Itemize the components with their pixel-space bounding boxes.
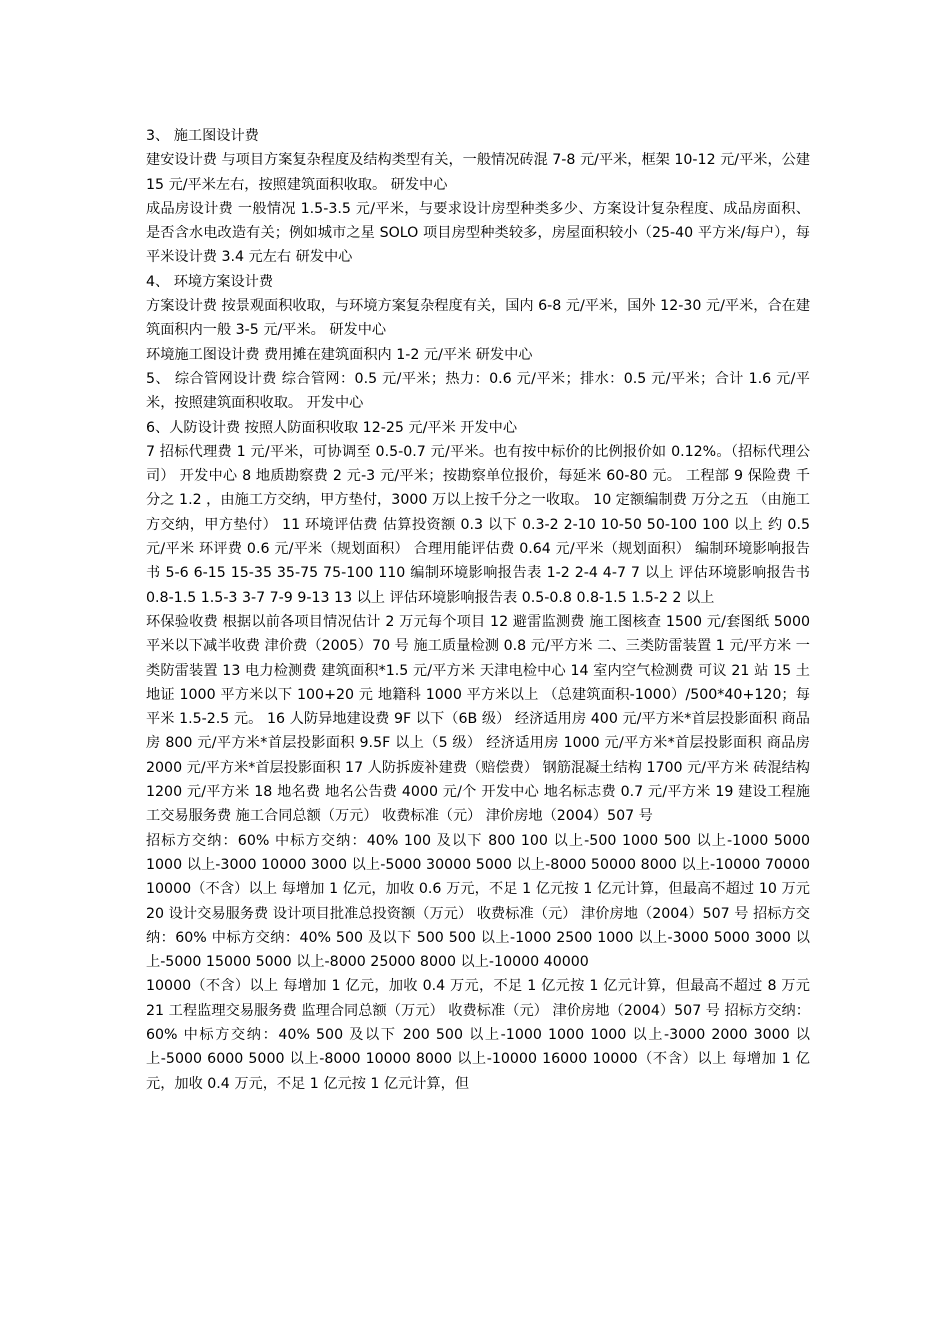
paragraph-finished-housing-design-fee: 成品房设计费 一般情况 1.5-3.5 元/平米，与要求设计房型种类多少、方案设计复杂程度、成品房面积、是否含水电改造有关；例如城市之星 SOLO 项目房型种类较多，房屋面积较小（25-40 平方米/每户），每平米设计费 3.4 元左右 研发中心 — [146, 200, 810, 266]
section-heading-construction-drawing-fee: 3、 施工图设计费 — [146, 128, 259, 144]
paragraph-civil-defense-fee: 6、人防设计费 按照人防面积收取 12-25 元/平米 开发中心 — [146, 419, 518, 436]
paragraph-building-design-fee: 建安设计费 与项目方案复杂程度及结构类型有关，一般情况砖混 7-8 元/平米，框架 10-12 元/平米，公建 15 元/平米左右，按照建筑面积收取。 研发中心 — [146, 152, 811, 193]
paragraph-fees-12-to-19: 环保验收费 根据以前各项目情况估计 2 万元每个项目 12 避雷监测费 施工图核查 1500 元/套图纸 5000 平米以下减半收费 津价费（2005）70 号 施工质量检测 0.8 元/平方米 二、三类防雷装置 1 元/平方米 一类防雷装置 13 电力检测费 建筑面积*1.5 元/平方米 天津电检中心 14 室内空气检测费 可议 21 站 15 土地证 1000 平方米以下 100+20 元 地籍科 1000 平方米以上 （总建筑面积-1000）/500*40+120；每平米 1.5-2.5 元。 16 人防异地建设费 9F 以下（6B 级） 经济适用房 400 元/平方米*首层投影面积 商品房 800 元/平方米*首层投影面积 9.5F 以上（5 级） 经济适用房 1000 元/平方米*首层投影面积 商品房 2000 元/平方米*首层投影面积 17 人防拆废补建费（赔偿费） 钢筋混凝土结构 1700 元/平方米 砖混结构 1200 元/平方米 18 地名费 地名公告费 4000 元/个 开发中心 地名标志费 0.7 元/平方米 19 建设工程施工交易服务费 施工合同总额（万元） 收费标准（元） 津价房地（2004）507 号 — [146, 613, 810, 825]
document-body — [146, 124, 810, 1096]
paragraph-environment-drawing-fee: 环境施工图设计费 费用摊在建筑面积内 1-2 元/平米 研发中心 — [146, 346, 533, 363]
paragraph-scheme-design-fee: 方案设计费 按景观面积收取，与环境方案复杂程度有关，国内 6-8 元/平米，国外 12-30 元/平米，合在建筑面积内一般 3-5 元/平米。 研发中心 — [146, 298, 811, 339]
paragraph-pipe-network-fee: 5、 综合管网设计费 综合管网：0.5 元/平米；热力：0.6 元/平米；排水：0.5 元/平米；合计 1.6 元/平米，按照建筑面积收取。 开发中心 — [146, 370, 810, 412]
paragraph-fees-7-to-11: 7 招标代理费 1 元/平米，可协调至 0.5-0.7 元/平米。也有按中标价的比例报价如 0.12%。（招标代理公司） 开发中心 8 地质勘察费 2 元-3 元/平米；按勘察单位报价，每延米 60-80 元。 工程部 9 保险费 千分之 1.2 ，由施工方交纳，甲方垫付，3000 万以上按千分之一收取。 10 定额编制费 万分之五 （由施工方交纳，甲方垫付） 11 环境评估费 估算投资额 0.3 以下 0.3-2 2-10 10-50 50-100 100 以上 约 0.5 元/平米 环评费 0.6 元/平米（规划面积） 合理用能评估费 0.64 元/平米（规划面积） 编制环境影响报告书 5-6 6-15 15-35 35-75 75-100 110 编制环境影响报告表 1-2 2-4 4-7 7 以上 评估环境影响报告书 0.8-1.5 1.5-3 3-7 7-9 9-13 13 以上 评估环境影响报告表 0.5-0.8 0.8-1.5 1.5-2 2 以上 — [146, 443, 810, 606]
paragraph-fees-20-to-21: 10000（不含）以上 每增加 1 亿元，加收 0.4 万元，不足 1 亿元按 1 亿元计算，但最高不超过 8 万元 21 工程监理交易服务费 监理合同总额（万元） 收费标准（元） 津价房地（2004）507 号 招标方交纳：60% 中标方交纳：40% 500 及以下 200 500 以上-1000 1000 1000 以上-3000 2000 3000 以上-5000 6000 5000 以上-8000 10000 8000 以上-10000 16000 10000（不含）以上 每增加 1 亿元，加收 0.4 万元，不足 1 亿元按 1 亿元计算，但 — [146, 978, 810, 1092]
paragraph-fees-19-to-20: 招标方交纳：60% 中标方交纳：40% 100 及以下 800 100 以上-500 1000 500 以上-1000 5000 1000 以上-3000 10000 3000 以上-5000 30000 5000 以上-8000 50000 8000 以上-10000 70000 10000（不含）以上 每增加 1 亿元，加收 0.6 万元，不足 1 亿元按 1 亿元计算，但最高不超过 10 万元 20 设计交易服务费 设计项目批准总投资额（万元） 收费标准（元） 津价房地（2004）507 号 招标方交纳：60% 中标方交纳：40% 500 及以下 500 500 以上-1000 2500 1000 以上-3000 5000 3000 以上-5000 15000 5000 以上-8000 25000 8000 以上-10000 40000 — [146, 832, 810, 971]
section-heading-environment-design-fee: 4、 环境方案设计费 — [146, 273, 274, 290]
